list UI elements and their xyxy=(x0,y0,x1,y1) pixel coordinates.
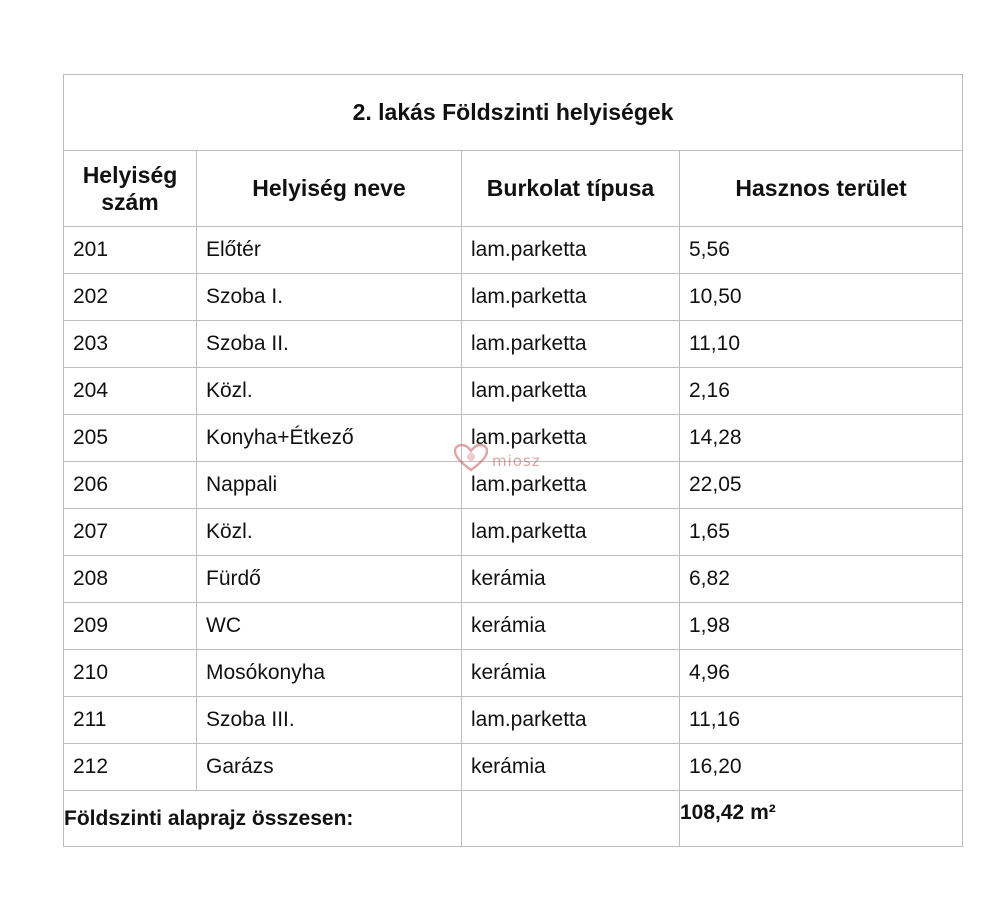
floor-type: lam.parketta xyxy=(462,509,680,556)
usable-area: 14,28 xyxy=(680,415,963,462)
column-header-number: Helyiség szám xyxy=(64,151,197,227)
total-empty-cell xyxy=(462,791,680,847)
usable-area: 1,65 xyxy=(680,509,963,556)
floor-type: lam.parketta xyxy=(462,415,680,462)
room-number: 206 xyxy=(64,462,197,509)
table-row xyxy=(64,509,963,556)
room-name: Szoba I. xyxy=(197,274,462,321)
room-number: 212 xyxy=(64,744,197,791)
header-row xyxy=(64,151,963,227)
room-name: Előtér xyxy=(197,227,462,274)
floor-type: kerámia xyxy=(462,744,680,791)
room-name: Konyha+Étkező xyxy=(197,415,462,462)
table-row xyxy=(64,415,963,462)
room-name: Szoba II. xyxy=(197,321,462,368)
floor-type: kerámia xyxy=(462,556,680,603)
floor-type: kerámia xyxy=(462,650,680,697)
table-row xyxy=(64,462,963,509)
room-number: 209 xyxy=(64,603,197,650)
usable-area: 11,16 xyxy=(680,697,963,744)
table-row xyxy=(64,603,963,650)
floor-type: lam.parketta xyxy=(462,274,680,321)
room-number: 202 xyxy=(64,274,197,321)
floor-type: lam.parketta xyxy=(462,462,680,509)
room-number: 208 xyxy=(64,556,197,603)
room-name: Fürdő xyxy=(197,556,462,603)
floor-type: lam.parketta xyxy=(462,227,680,274)
room-name: Nappali xyxy=(197,462,462,509)
usable-area: 1,98 xyxy=(680,603,963,650)
floor-type: kerámia xyxy=(462,603,680,650)
room-name: Közl. xyxy=(197,368,462,415)
watermark-text: miosz xyxy=(492,451,541,470)
usable-area: 16,20 xyxy=(680,744,963,791)
column-header-floor: Burkolat típusa xyxy=(462,151,680,227)
table-row xyxy=(64,650,963,697)
table-row xyxy=(64,274,963,321)
floor-type: lam.parketta xyxy=(462,697,680,744)
room-name: Mosókonyha xyxy=(197,650,462,697)
table-row xyxy=(64,227,963,274)
title-row xyxy=(64,75,963,151)
room-number: 211 xyxy=(64,697,197,744)
room-number: 201 xyxy=(64,227,197,274)
total-row xyxy=(64,791,963,847)
usable-area: 11,10 xyxy=(680,321,963,368)
column-header-area: Hasznos terület xyxy=(680,151,963,227)
usable-area: 10,50 xyxy=(680,274,963,321)
table-title: 2. lakás Földszinti helyiségek xyxy=(64,75,963,151)
usable-area: 2,16 xyxy=(680,368,963,415)
room-name: WC xyxy=(197,603,462,650)
room-name: Közl. xyxy=(197,509,462,556)
floor-type: lam.parketta xyxy=(462,321,680,368)
column-header-name: Helyiség neve xyxy=(197,151,462,227)
table-row xyxy=(64,697,963,744)
room-name: Garázs xyxy=(197,744,462,791)
usable-area: 4,96 xyxy=(680,650,963,697)
total-label: Földszinti alaprajz összesen: xyxy=(64,791,462,847)
floor-type: lam.parketta xyxy=(462,368,680,415)
room-number: 207 xyxy=(64,509,197,556)
table-row xyxy=(64,368,963,415)
usable-area: 6,82 xyxy=(680,556,963,603)
room-number: 210 xyxy=(64,650,197,697)
usable-area: 22,05 xyxy=(680,462,963,509)
room-number: 205 xyxy=(64,415,197,462)
usable-area: 5,56 xyxy=(680,227,963,274)
room-number: 203 xyxy=(64,321,197,368)
room-schedule-sheet xyxy=(63,74,962,849)
table-row xyxy=(64,321,963,368)
total-area: 108,42 m² xyxy=(680,785,963,841)
room-number: 204 xyxy=(64,368,197,415)
room-table xyxy=(63,74,963,847)
table-row xyxy=(64,556,963,603)
table-row xyxy=(64,744,963,791)
room-name: Szoba III. xyxy=(197,697,462,744)
